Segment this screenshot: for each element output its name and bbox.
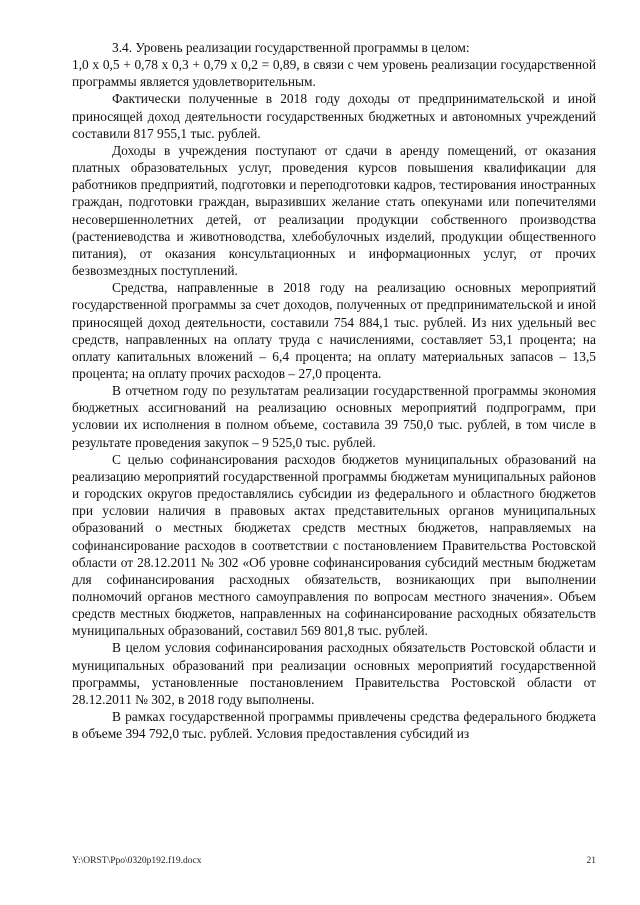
paragraph-federal-funds: В рамках государственной программы привлечены средства федерального бюджета в объеме 394 792,0 тыс. рублей. Условия предоставления субсидий из [72,709,596,742]
paragraph-cofinancing-conditions: В целом условия софинансирования расходных обязательств Ростовской области и муниципальных образований при реализации основных мероприятий государственной программы, установленные постановлением Правительства Ростовской области от 28.12.2011 № 302, в 2018 году выполнены. [72,640,596,707]
paragraph-formula: 1,0 х 0,5 + 0,78 х 0,3 + 0,79 х 0,2 = 0,89, в связи с чем уровень реализации государственной программы является удовлетворительным. [72,57,596,90]
paragraph-actual-income: Фактически полученные в 2018 году доходы от предпринимательской и иной приносящей доход деятельности государственных бюджетных и автономных учреждений составили 817 955,1 тыс. рублей. [72,91,596,141]
page-number: 21 [586,856,596,866]
document-body [72,39,596,742]
paragraph-income-sources: Доходы в учреждения поступают от сдачи в аренду помещений, от оказания платных образовательных услуг, проведения курсов повышения квалификации для работников предприятий, подготовки и переподготовки кадров, тестирования иностранных граждан, подготовки граждан, выразивших желание стать опекунами или попечителями несовершеннолетних детей, от реализации продукции собственного производства (растениеводства и животноводства, хлебобулочных изделий, продукции общественного питания), от оказания консультационных и информационных услуг, от прочих безвозмездных поступлений. [72,142,596,279]
footer-file-path: Y:\ORST\Ppo\0320p192.f19.docx [72,856,202,866]
paragraph-cofinancing: С целью софинансирования расходов бюджетов муниципальных образований на реализацию мероприятий государственной программы бюджетам муниципальных районов и городских округов предоставлялись субсидии из федерального и областного бюджетов при условии наличия в правовых актах представительных органов муниципальных образований о местных бюджетах средств местных бюджетов, направляемых на софинансирование расходов в соответствии с постановлением Правительства Ростовской области от 28.12.2011 № 302 «Об уровне софинансирования субсидий местным бюджетам для софинансирования расходных обязательств, возникающих при выполнении полномочий органов местного самоуправления по вопросам местного значения». Объем средств местных бюджетов, направленных на софинансирование расходных обязательств муниципальных образований, составил 569 801,8 тыс. рублей. [72,451,596,639]
section-heading: 3.4. Уровень реализации государственной программы в целом: [112,40,470,55]
paragraph-budget-savings: В отчетном году по результатам реализации государственной программы экономия бюджетных ассигнований на реализацию основных мероприятий подпрограмм, при условии их исполнения в полном объеме, составила 39 750,0 тыс. рублей, в том числе в результате проведения закупок – 9 525,0 тыс. рублей. [72,383,596,450]
paragraph-funds-directed: Средства, направленные в 2018 году на реализацию основных мероприятий государственной программы за счет доходов, полученных от предпринимательской и иной приносящей доход деятельности, составили 754 884,1 тыс. рублей. Из них удельный вес средств, направленных на оплату труда с начислениями, составляет 53,1 процента; на оплату капитальных вложений – 6,4 процента; на оплату материальных запасов – 13,5 процента; на оплату прочих расходов – 27,0 процента. [72,280,596,381]
